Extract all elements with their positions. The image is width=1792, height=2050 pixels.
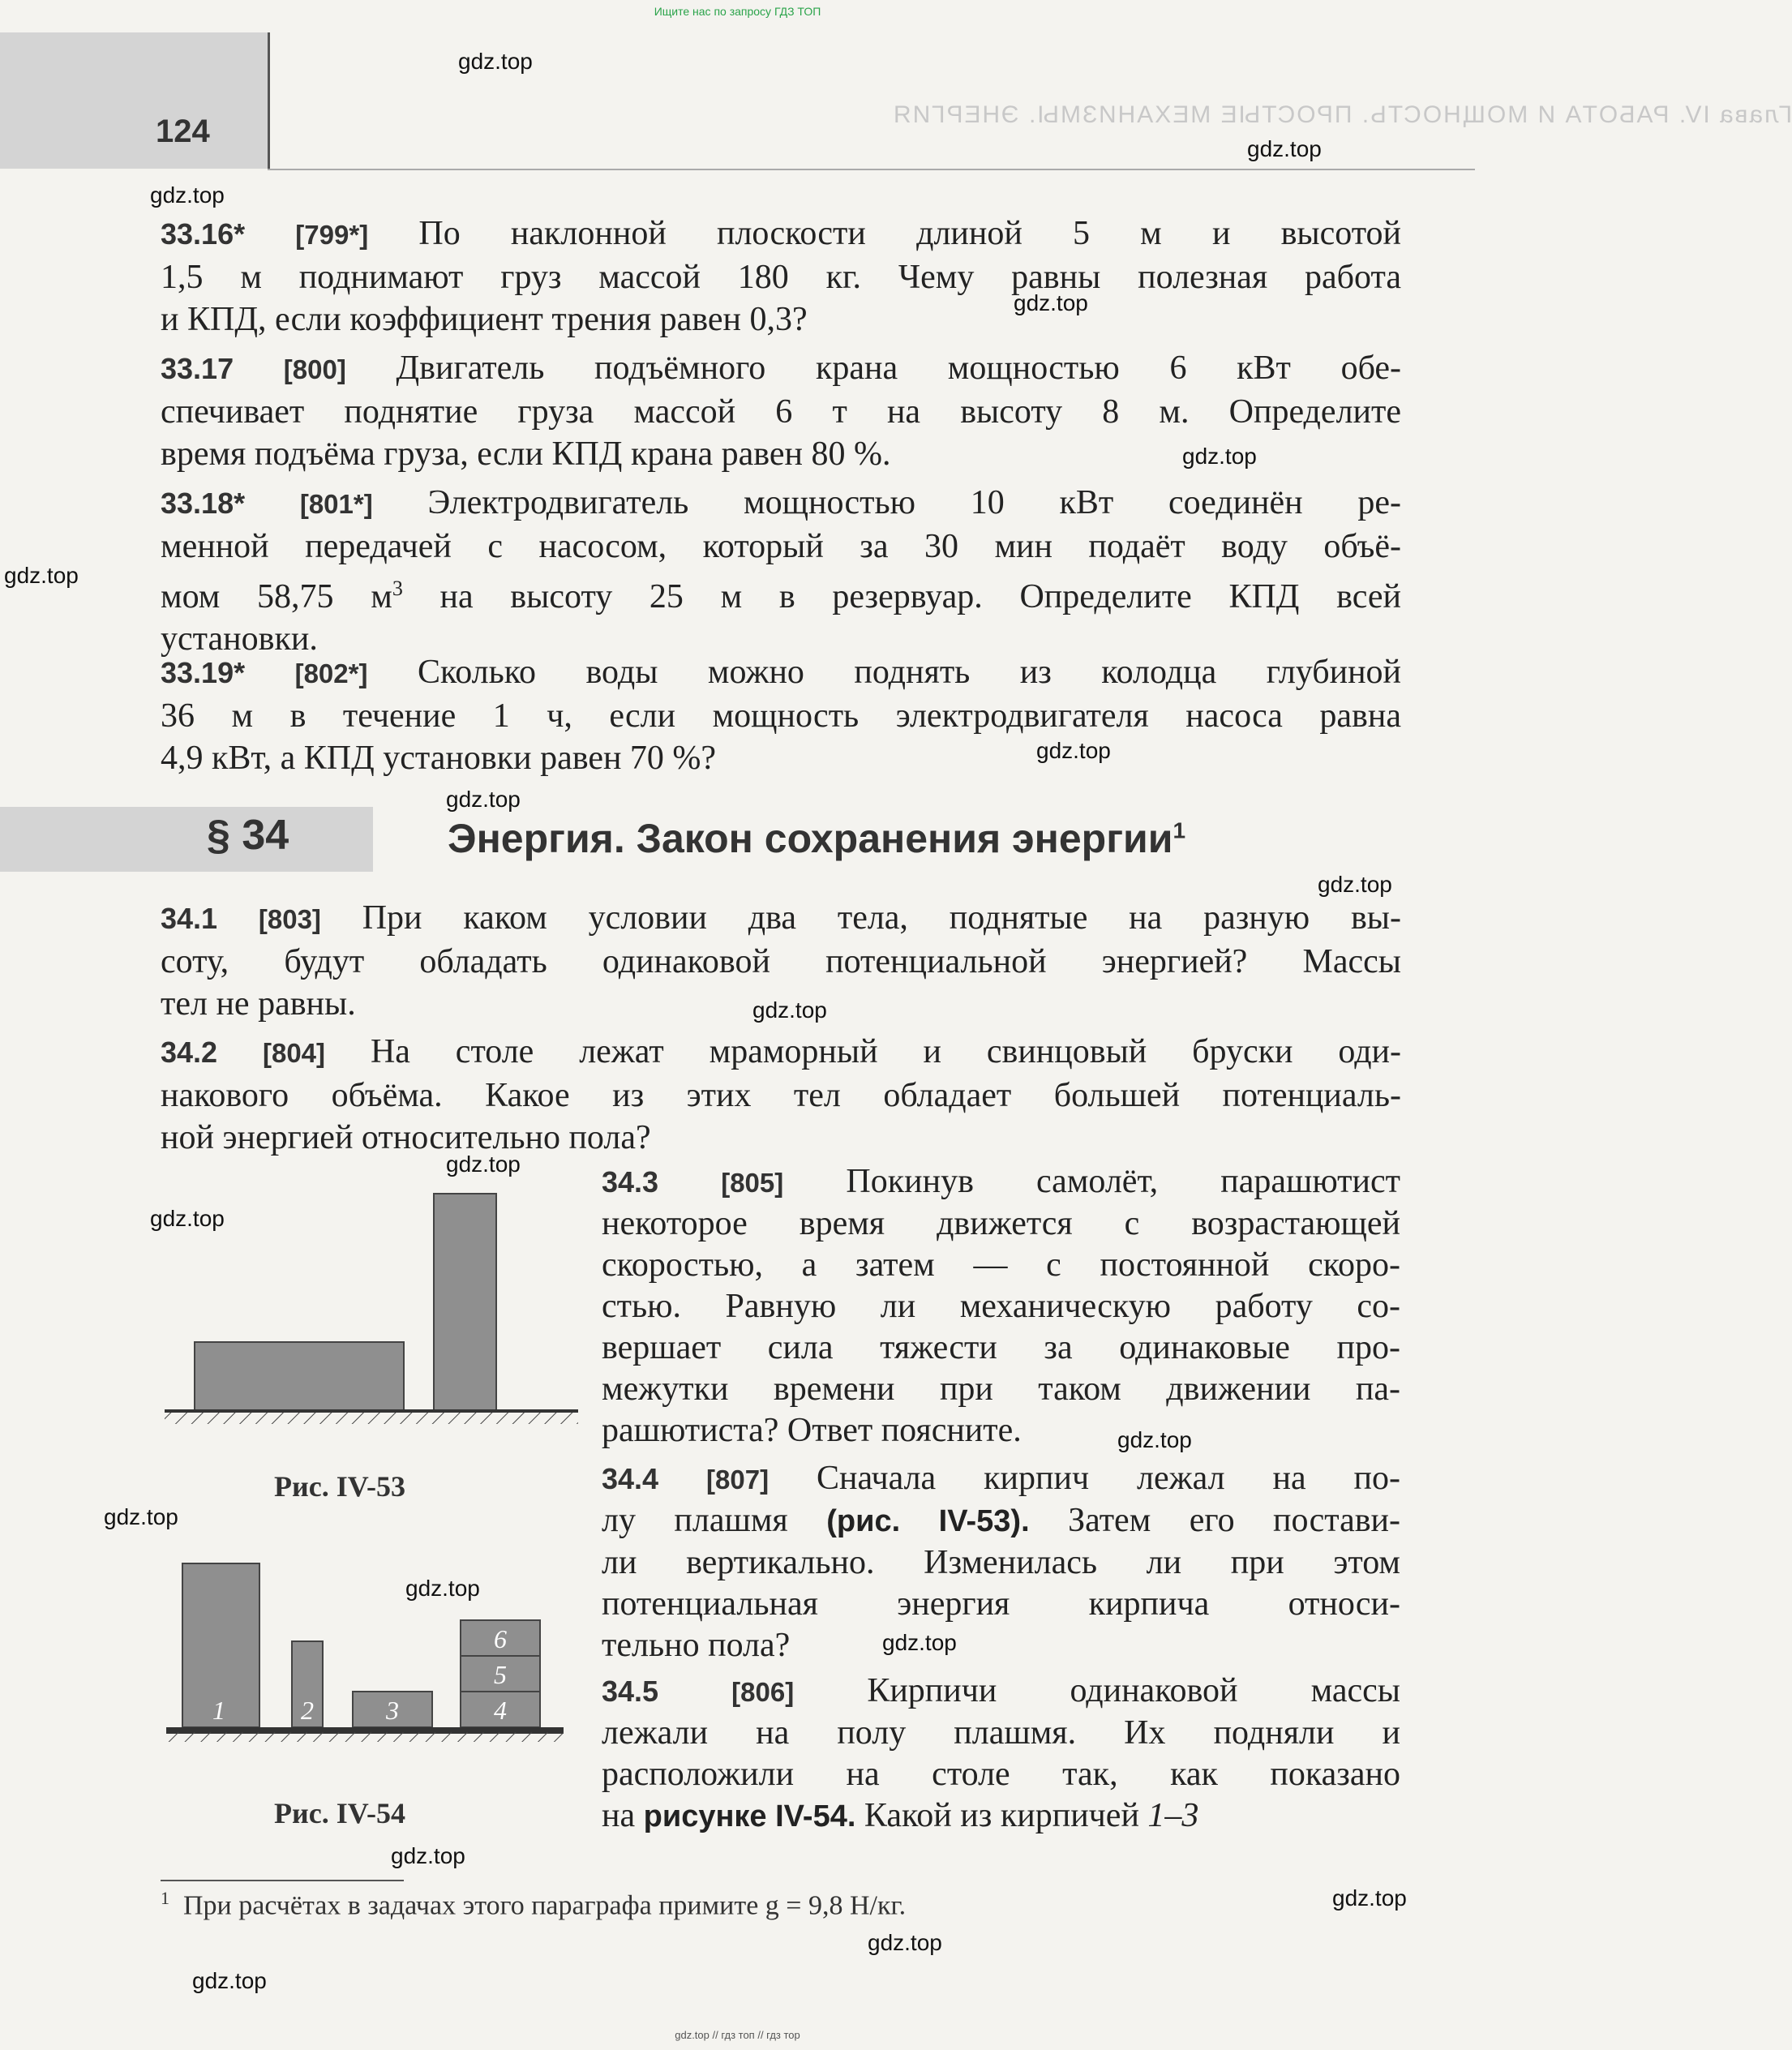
top-banner: Ищите нас по запросу ГДЗ ТОП [654, 5, 821, 18]
watermark: gdz.top [150, 1206, 225, 1231]
watermark: gdz.top [868, 1930, 942, 1955]
problem-text: скоростью, а затем — с постоянной скоро- [602, 1246, 1400, 1284]
problem-number: 33.16* [161, 217, 246, 251]
problem-text: Сколько воды можно поднять из колодца глубиной [417, 654, 1402, 691]
watermark: gdz.top [1318, 872, 1392, 897]
problem-text: установки. [161, 620, 318, 658]
figure-caption: Рис. IV-54 [274, 1797, 406, 1829]
footnote-rule [161, 1880, 404, 1881]
problem-ref: [804] [262, 1038, 326, 1068]
problem-text: 1,5 м поднимают груз массой 180 кг. Чему равны полезная работа [161, 259, 1401, 296]
problem-number: 34.4 [602, 1462, 659, 1495]
problem-ref: [805] [721, 1168, 784, 1198]
footnote-marker: 1 [1173, 817, 1186, 843]
problem-number: 34.1 [161, 902, 218, 935]
footnote [161, 1888, 906, 1921]
problem-ref: [807] [706, 1465, 770, 1495]
bottom-banner: gdz.top // гдз топ // гдз тор [675, 2029, 800, 2041]
problem-number: 34.5 [602, 1675, 659, 1708]
problem-text: Двигатель подъёмного крана мощностью 6 кВт обе- [396, 350, 1402, 387]
watermark: gdz.top [752, 997, 827, 1023]
problem-33-19 [161, 651, 1401, 779]
watermark: gdz.top [1332, 1885, 1407, 1911]
watermark: gdz.top [1036, 738, 1111, 763]
problem-text: на высоту 25 м в резервуар. Определите КПД всей [439, 578, 1402, 615]
problem-text: тел не равны. [161, 985, 356, 1023]
problem-text: на [602, 1797, 636, 1834]
brick-label: 3 [386, 1696, 399, 1725]
watermark: gdz.top [882, 1630, 957, 1655]
watermark: gdz.top [1182, 444, 1257, 469]
problem-text: При каком условии два тела, поднятые на разную вы- [362, 899, 1401, 937]
problem-ref: [800] [283, 354, 346, 384]
problem-text: 36 м в течение 1 ч, если мощность электродвигателя насоса равна [161, 697, 1401, 735]
table-hatch [166, 1732, 564, 1742]
problem-text: спечивает поднятие груза массой 6 т на высоту 8 м. Определите [161, 393, 1401, 431]
section-title: Энергия. Закон сохранения энергии$^1$ [448, 816, 1186, 861]
brick-label: 5 [494, 1660, 507, 1689]
watermark: gdz.top [1117, 1427, 1192, 1452]
footnote-mark: 1 [161, 1888, 169, 1908]
problem-number: 33.17 [161, 352, 234, 385]
problem-text: рашютиста? Ответ поясните. [602, 1412, 1022, 1449]
problem-text: тельно пола? [602, 1627, 791, 1664]
problem-text: менной передачей с насосом, который за 30 мин подаёт воду объё- [161, 528, 1401, 565]
problem-text: 4,9 кВт, а КПД установки равен 70 %? [161, 740, 717, 777]
header-box [0, 32, 270, 169]
problem-text: накового объёма. Какое из этих тел обладает большей потенциаль- [161, 1077, 1401, 1114]
problem-33-18 [161, 482, 1401, 660]
problem-text: ной энергией относительно пола? [161, 1119, 651, 1156]
figure-reference: (рис. IV-53). [826, 1504, 1030, 1538]
figure-caption: Рис. IV-53 [274, 1470, 406, 1503]
problem-text: Какой из кирпичей [864, 1797, 1139, 1834]
brick-flat [195, 1342, 404, 1411]
problem-text: вершает сила тяжести за одинаковые про- [602, 1329, 1400, 1366]
problem-number: 34.3 [602, 1165, 659, 1199]
watermark: gdz.top [104, 1504, 178, 1529]
problem-text: лежали на полу плашмя. Их подняли и [602, 1714, 1400, 1752]
problem-ref: [801*] [299, 489, 373, 519]
problem-text: стью. Равную ли механическую работу со- [602, 1288, 1400, 1325]
watermark: gdz.top [405, 1576, 480, 1601]
page-number: 124 [156, 114, 210, 149]
problem-33-16 [161, 212, 1401, 341]
problem-text: На столе лежат мраморный и свинцовый бруски оди- [370, 1033, 1402, 1070]
problem-text: и КПД, если коэффициент трения равен 0,3? [161, 301, 808, 338]
figure-iv-54 [162, 1555, 568, 1742]
footnote-text: При расчётах в задачах этого параграфа примите g = 9,8 Н/кг. [183, 1890, 907, 1921]
brick-vertical [434, 1194, 496, 1411]
problem-text: Затем его постави- [1068, 1502, 1401, 1539]
running-head: Глава IV. РАБОТА И МОЩНОСТЬ. ПРОСТЫЕ МЕХАНИЗМЫ. ЭНЕРГИЯ [892, 101, 1792, 128]
section-bar [0, 807, 373, 872]
section-number: § 34 [207, 812, 289, 859]
problem-ref: [806] [731, 1677, 795, 1707]
problem-text: потенциальная энергия кирпича относи- [602, 1585, 1400, 1623]
figure-reference: рисунке IV-54. [643, 1799, 856, 1833]
problem-text: Сначала кирпич лежал на по- [817, 1460, 1401, 1497]
problem-ref: [803] [258, 904, 321, 934]
problem-text: Электродвигатель мощностью 10 кВт соединён ре- [427, 484, 1402, 521]
watermark: gdz.top [1014, 290, 1088, 315]
brick-label: 4 [494, 1696, 507, 1725]
floor-hatch [165, 1413, 578, 1424]
header-line [268, 169, 1475, 170]
watermark: gdz.top [4, 563, 79, 588]
watermark: gdz.top [391, 1843, 465, 1868]
problem-text: межутки времени при таком движении па- [602, 1370, 1400, 1408]
problem-number: 33.19* [161, 656, 246, 689]
problem-text: По наклонной плоскости длиной 5 м и высотой [418, 215, 1402, 252]
watermark: gdz.top [150, 182, 225, 208]
problem-text: мом 58,75 м [161, 578, 392, 615]
problem-text: соту, будут обладать одинаковой потенциальной энергией? Массы [161, 943, 1401, 980]
brick-label: 6 [494, 1624, 507, 1653]
problem-text: ли вертикально. Изменилась ли при этом [602, 1544, 1400, 1581]
problem-text: некоторое время движется с возрастающей [602, 1205, 1400, 1242]
watermark: gdz.top [1247, 136, 1322, 161]
problem-text: Покинув самолёт, парашютист [846, 1163, 1401, 1200]
watermark: gdz.top [446, 1152, 521, 1177]
problem-34-5 [602, 1670, 1400, 1838]
problem-text: Кирпичи одинаковой массы [867, 1672, 1401, 1709]
superscript: 3 [392, 577, 403, 600]
problem-number: 34.2 [161, 1036, 218, 1069]
watermark: gdz.top [192, 1968, 267, 1993]
problem-34-4 [602, 1458, 1400, 1666]
problem-34-3 [602, 1161, 1400, 1452]
brick-label: 1 [212, 1696, 225, 1725]
problem-text: расположили на столе так, как показано [602, 1756, 1400, 1793]
watermark: gdz.top [446, 787, 521, 812]
watermark: gdz.top [458, 49, 533, 74]
problem-text: время подъёма груза, если КПД крана равен 80 %. [161, 435, 891, 473]
brick-label: 2 [301, 1696, 314, 1725]
problem-text: лу плашмя [602, 1502, 788, 1539]
problem-ref: [802*] [294, 658, 368, 688]
problem-ref: [799*] [295, 220, 369, 250]
problem-number: 33.18* [161, 487, 246, 520]
brick-range: 1–3 [1147, 1797, 1199, 1834]
problem-34-2 [161, 1031, 1401, 1159]
